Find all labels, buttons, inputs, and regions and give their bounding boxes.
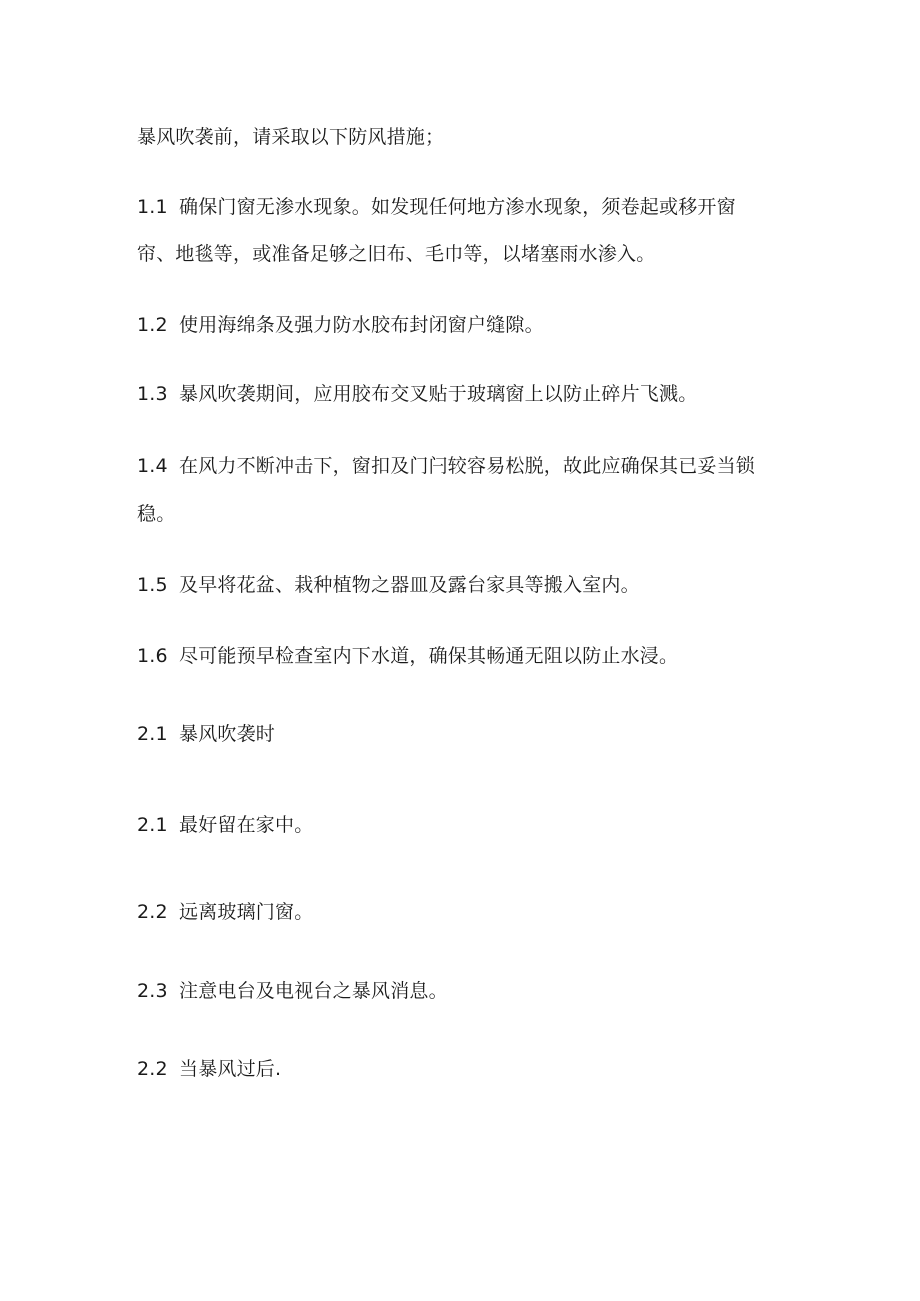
item-1-1-line-1	[137, 196, 736, 218]
item-1-1-line-2	[137, 243, 655, 265]
item-1-4-line-2	[137, 503, 175, 525]
item-1-6-line	[137, 645, 678, 667]
intro-line	[137, 126, 444, 148]
item-text: 当暴风过后.	[179, 1058, 282, 1080]
item-text: 使用海绵条及强力防水胶布封闭窗户缝隙。	[179, 314, 544, 336]
item-number: 1.5	[137, 574, 168, 596]
item-number: 2.2	[137, 1058, 168, 1080]
item-text: 确保门窗无渗水现象。如发现任何地方渗水现象，须卷起或移开窗	[179, 196, 736, 218]
item-text: 远离玻璃门窗。	[179, 901, 314, 923]
item-number: 1.1	[137, 196, 168, 218]
intro-text: 暴风吹袭前，请采取以下防风措施；	[137, 126, 445, 148]
item-2-1-line	[137, 814, 313, 836]
item-1-5-line	[137, 574, 640, 596]
item-number: 1.4	[137, 455, 168, 477]
item-number: 2.3	[137, 980, 168, 1002]
item-2-2-after-line	[137, 1058, 281, 1080]
item-1-4-line-1	[137, 455, 755, 477]
item-text-continuation: 帘、地毯等，或准备足够之旧布、毛巾等，以堵塞雨水渗入。	[137, 243, 656, 265]
item-2-2-line	[137, 901, 313, 923]
item-text: 最好留在家中。	[179, 814, 314, 836]
item-2-3-line	[137, 980, 448, 1002]
section-2-heading-line	[137, 723, 275, 745]
item-number: 1.3	[137, 383, 168, 405]
item-number: 2.1	[137, 814, 168, 836]
item-number: 2.1	[137, 723, 168, 745]
item-number: 1.2	[137, 314, 168, 336]
item-number: 1.6	[137, 645, 168, 667]
item-text: 暴风吹袭时	[179, 723, 276, 745]
item-text-continuation: 稳。	[137, 503, 176, 525]
item-text: 注意电台及电视台之暴风消息。	[179, 980, 448, 1002]
item-1-2-line	[137, 314, 544, 336]
item-1-3-line	[137, 383, 697, 405]
item-text: 及早将花盆、栽种植物之器皿及露台家具等搬入室内。	[179, 574, 640, 596]
item-text: 暴风吹袭期间，应用胶布交叉贴于玻璃窗上以防止碎片飞溅。	[179, 383, 698, 405]
item-number: 2.2	[137, 901, 168, 923]
item-text: 在风力不断冲击下，窗扣及门闩较容易松脱，故此应确保其已妥当锁	[179, 455, 756, 477]
item-text: 尽可能预早检查室内下水道，确保其畅通无阻以防止水浸。	[179, 645, 679, 667]
